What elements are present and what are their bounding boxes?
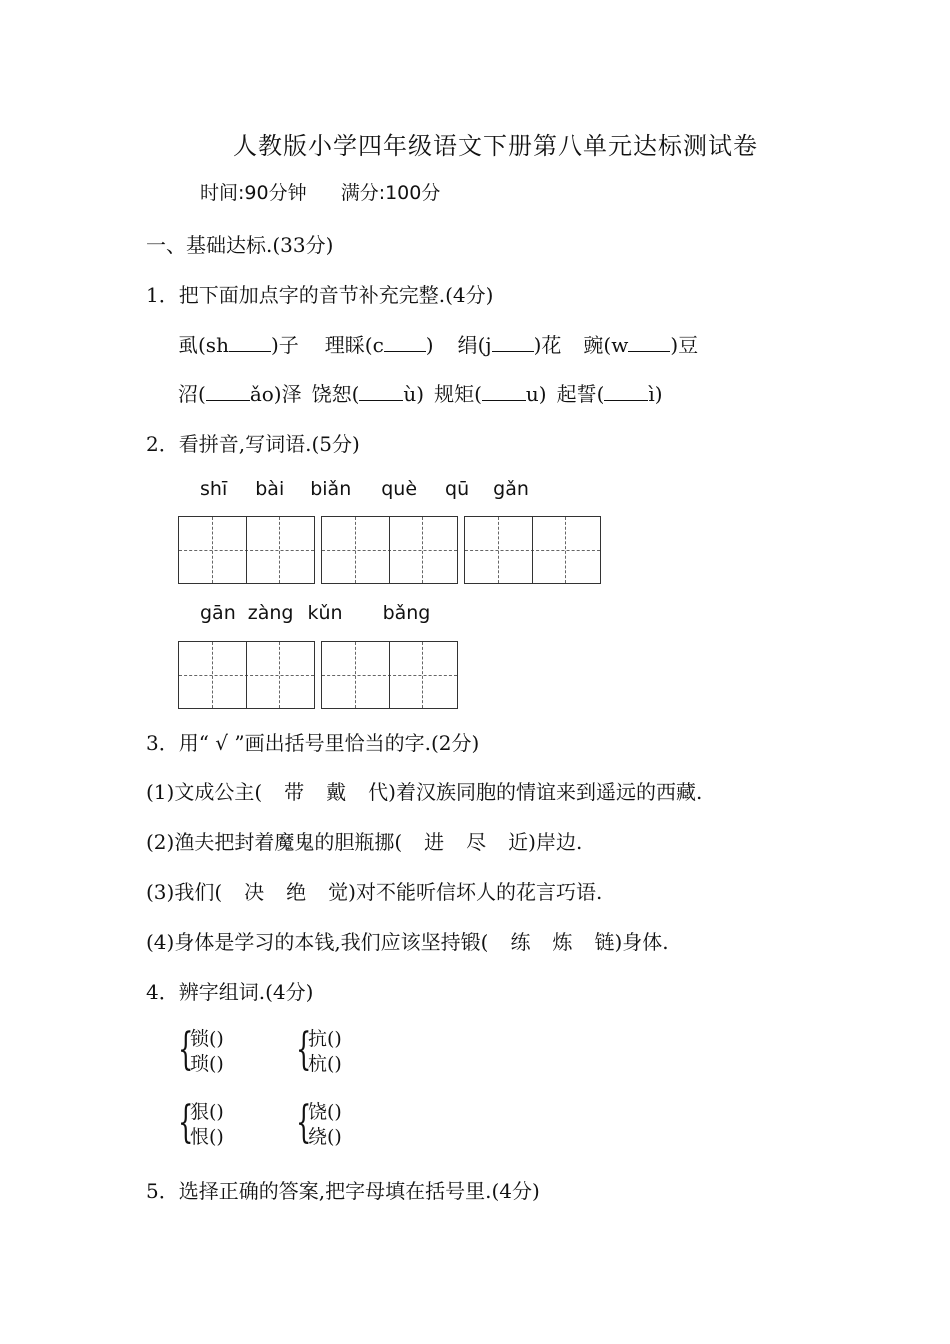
exam-full-score: 满分:100分: [340, 182, 441, 204]
pinyin-row-1: [200, 478, 529, 500]
q3-text: (1)文成公主(: [146, 780, 263, 804]
q3-text: )岸边.: [528, 830, 583, 854]
writing-box[interactable]: [321, 641, 458, 709]
choice-option[interactable]: 带: [284, 780, 305, 804]
word-item[interactable]: 绕(): [308, 1126, 342, 1148]
question-3-item: [146, 776, 702, 805]
q1-text: )豆: [670, 333, 699, 357]
q1-text: 虱(sh: [178, 333, 229, 357]
q1-text: )子: [270, 333, 299, 357]
q3-text: )身体.: [614, 930, 669, 954]
choice-option[interactable]: 代: [368, 780, 389, 804]
word-item[interactable]: 抗(): [308, 1028, 342, 1050]
question-5-stem: 5．选择正确的答案,把字母填在括号里.(4分): [146, 1179, 540, 1203]
answer-blank[interactable]: [206, 399, 250, 401]
pinyin: gān: [200, 602, 236, 624]
answer-blank[interactable]: [628, 350, 670, 352]
word-item[interactable]: 狠(): [190, 1101, 224, 1123]
pinyin-row-2: [200, 602, 430, 624]
brace-icon: {: [178, 1024, 194, 1075]
q3-text: )着汉族同胞的情谊来到遥远的西藏.: [388, 780, 703, 804]
question-2-stem: 2．看拼音,写词语.(5分): [146, 432, 360, 456]
word-item[interactable]: 恨(): [190, 1126, 224, 1148]
question-3-item: [146, 926, 669, 955]
pinyin: gǎn: [493, 478, 529, 500]
writing-box[interactable]: [321, 516, 458, 584]
word-item[interactable]: 杭(): [308, 1053, 342, 1075]
section-1-points: .(33分): [266, 233, 334, 257]
choice-option[interactable]: 觉: [328, 880, 349, 904]
q1-text: 规矩(: [434, 382, 482, 406]
q1-text: 理睬(c: [324, 333, 384, 357]
q1-text: ù): [403, 382, 425, 406]
question-1-line-2: [178, 378, 663, 407]
writing-box[interactable]: [178, 641, 315, 709]
q3-text: (3)我们(: [146, 880, 223, 904]
q1-text: ì): [648, 382, 663, 406]
choice-option[interactable]: 决: [244, 880, 265, 904]
section-1-name: 一、基础达标: [146, 233, 266, 257]
word-item[interactable]: 饶(): [308, 1101, 342, 1123]
brace-icon: {: [178, 1097, 194, 1148]
answer-blank[interactable]: [229, 350, 271, 352]
word-pair: [190, 1027, 224, 1077]
choice-option[interactable]: 炼: [552, 930, 573, 954]
answer-blank[interactable]: [604, 399, 648, 401]
choice-option[interactable]: 练: [510, 930, 531, 954]
q1-text: 绢(j: [457, 333, 492, 357]
pinyin: biǎn: [310, 478, 352, 500]
q1-text: )花: [533, 333, 562, 357]
writing-box[interactable]: [178, 516, 315, 584]
q3-text: (2)渔夫把封着魔鬼的胆瓶挪(: [146, 830, 403, 854]
question-1-stem: 1．把下面加点字的音节补充完整.(4分): [146, 283, 494, 307]
word-item[interactable]: 琐(): [190, 1053, 224, 1075]
q3-text: )对不能听信坏人的花言巧语.: [348, 880, 603, 904]
pinyin: què: [381, 478, 418, 500]
choice-option[interactable]: 绝: [286, 880, 307, 904]
page-title: 人教版小学四年级语文下册第八单元达标测试卷: [233, 132, 758, 160]
word-pair: [308, 1027, 342, 1077]
question-1-line-1: [178, 329, 698, 358]
choice-option[interactable]: 近: [508, 830, 529, 854]
choice-option[interactable]: 戴: [326, 780, 347, 804]
q3-text: (4)身体是学习的本钱,我们应该坚持锻(: [146, 930, 489, 954]
answer-blank[interactable]: [384, 350, 426, 352]
word-item[interactable]: 锁(): [190, 1028, 224, 1050]
q1-text: ): [425, 333, 434, 357]
question-3-item: [146, 876, 602, 905]
q1-text: 饶恕(: [311, 382, 360, 406]
question-4-stem: 4．辨字组词.(4分): [146, 980, 314, 1004]
question-3-stem: 3．用“ √ ”画出括号里恰当的字.(2分): [146, 731, 480, 755]
pinyin: shī: [200, 478, 228, 500]
question-3-item: [146, 826, 582, 855]
choice-option[interactable]: 进: [424, 830, 445, 854]
brace-icon: {: [296, 1097, 312, 1148]
section-1-heading: [146, 229, 333, 258]
brace-icon: {: [296, 1024, 312, 1075]
pinyin: kǔn: [307, 602, 343, 624]
answer-blank[interactable]: [492, 350, 534, 352]
exam-meta: [200, 178, 440, 205]
word-pair: [190, 1100, 224, 1150]
choice-option[interactable]: 链: [594, 930, 615, 954]
word-pair: [308, 1100, 342, 1150]
q1-text: ǎo)泽: [249, 382, 302, 406]
pinyin: bǎng: [382, 602, 431, 624]
writing-box[interactable]: [464, 516, 601, 584]
q1-text: 沼(: [178, 382, 206, 406]
pinyin: bài: [255, 478, 285, 500]
q1-text: u): [525, 382, 547, 406]
q1-text: 起誓(: [556, 382, 605, 406]
pinyin: zàng: [247, 602, 294, 624]
exam-time: 时间:90分钟: [200, 182, 307, 204]
answer-blank[interactable]: [482, 399, 526, 401]
choice-option[interactable]: 尽: [466, 830, 487, 854]
q1-text: 豌(w: [583, 333, 629, 357]
answer-blank[interactable]: [359, 399, 403, 401]
pinyin: qū: [445, 478, 470, 500]
